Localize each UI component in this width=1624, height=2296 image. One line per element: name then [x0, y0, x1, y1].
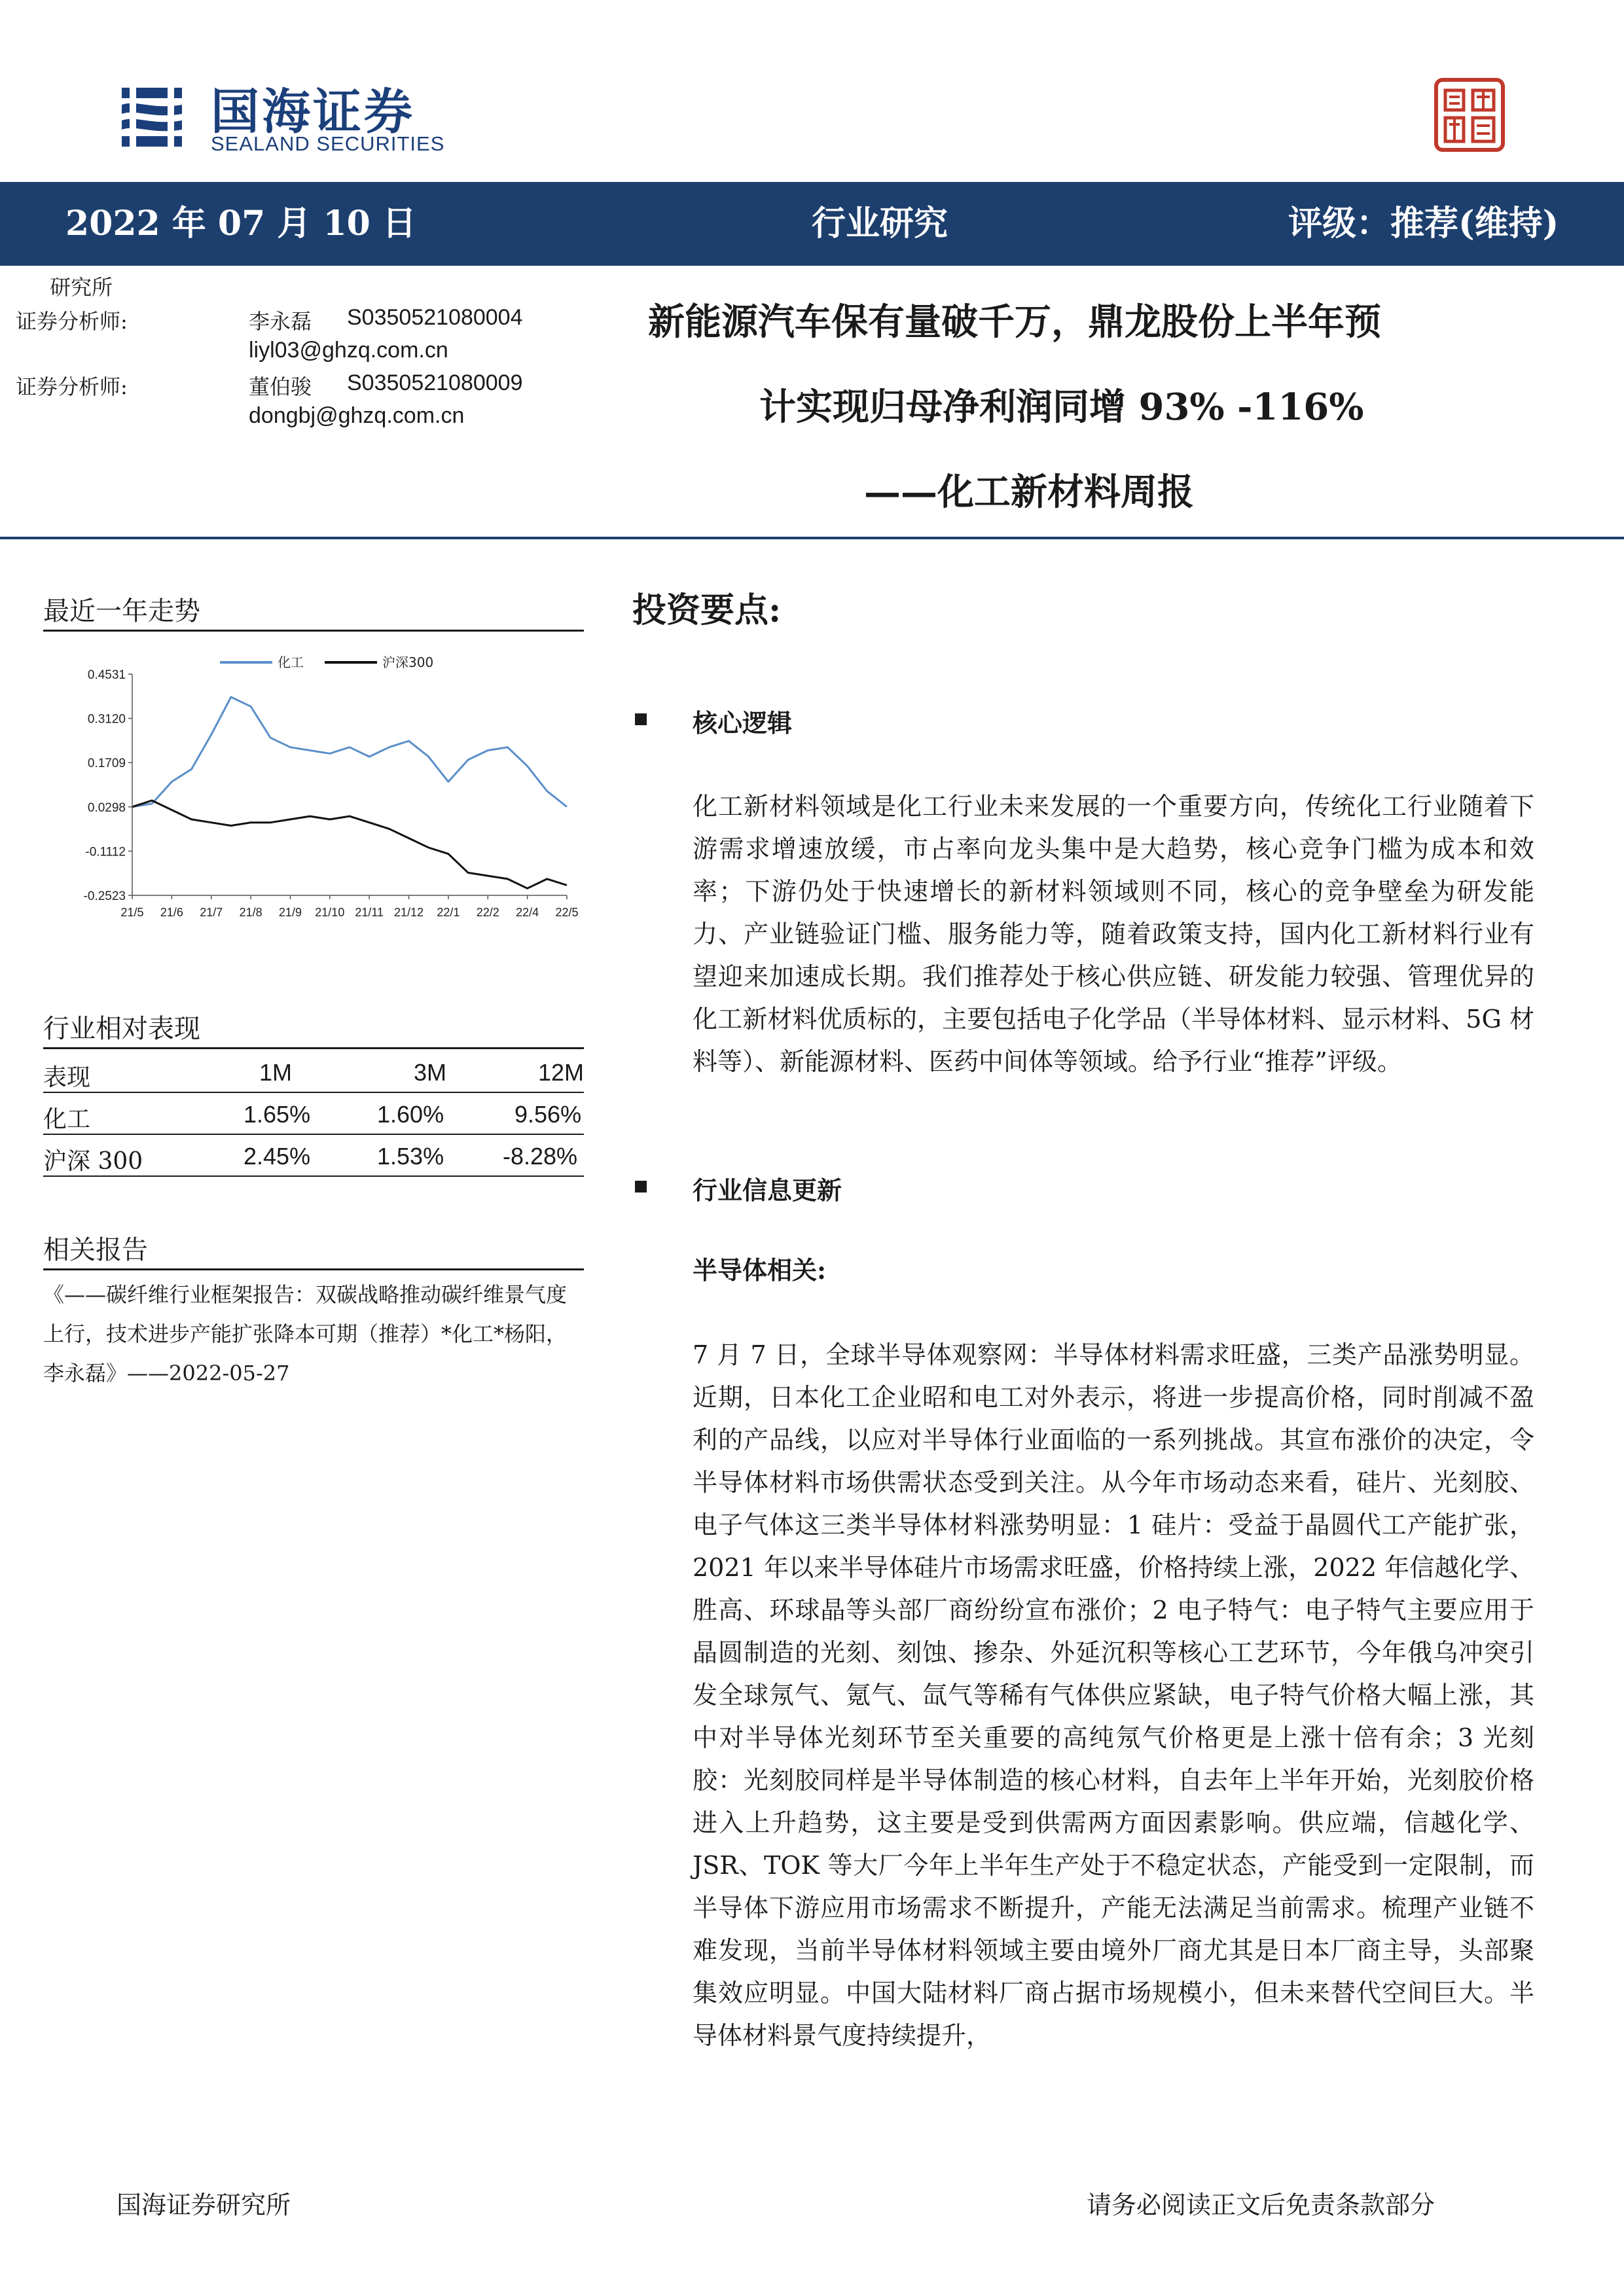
y-tick-label: -0.2523	[83, 889, 126, 903]
table-header-cell: 12M	[538, 1059, 585, 1086]
table-header-cell: 1M	[259, 1059, 293, 1086]
y-tick-label: 0.4531	[87, 668, 126, 682]
section-rule	[43, 1047, 584, 1049]
section-rule	[43, 1268, 584, 1270]
x-tick-label: 22/1	[437, 906, 460, 919]
report-subtitle: ——化工新材料周报	[864, 471, 1194, 514]
table-cell: 9.56%	[514, 1101, 582, 1128]
bullet-square-icon	[635, 713, 647, 725]
table-cell: 1.53%	[377, 1143, 444, 1170]
semiconductor-label: 半导体相关:	[693, 1255, 827, 1285]
table-rule	[43, 1175, 584, 1177]
series-line-chemical	[132, 697, 567, 807]
analyst-name: 李永磊	[249, 309, 312, 334]
logo-chinese-name: 国海证券	[211, 84, 415, 140]
x-tick-label: 22/2	[476, 906, 499, 919]
investment-highlights-heading: 投资要点:	[632, 590, 782, 630]
x-tick-label: 21/11	[355, 906, 384, 919]
x-tick-label: 21/8	[239, 906, 262, 919]
table-cell: 1.60%	[377, 1101, 444, 1128]
industry-update-label: 行业信息更新	[693, 1175, 842, 1205]
y-tick-label: 0.3120	[87, 712, 126, 726]
trend-line-chart	[43, 648, 593, 929]
x-tick-label: 21/10	[315, 906, 345, 919]
table-rule	[43, 1134, 584, 1135]
report-date: 2022 年 07 月 10 日	[65, 204, 416, 243]
company-logo-icon	[117, 79, 189, 151]
related-report-link[interactable]: 《——碳纤维行业框架报告：双碳战略推动碳纤维景气度上行，技术进步产能扩张降本可期（推荐）*化工*杨阳，李永磊》——2022-05-27	[43, 1282, 568, 1386]
x-tick-label: 22/5	[555, 906, 579, 919]
analyst-role: 证券分析师:	[16, 374, 128, 399]
y-tick-label: 0.1709	[87, 757, 126, 771]
table-cell: 2.45%	[244, 1143, 311, 1170]
core-logic-label: 核心逻辑	[693, 708, 793, 738]
section-rule	[43, 630, 584, 632]
x-tick-label: 21/9	[278, 906, 302, 919]
logo-english-name: SEALAND SECURITIES	[211, 132, 445, 155]
table-header-cell: 3M	[414, 1059, 447, 1086]
x-tick-label: 21/6	[160, 906, 183, 919]
report-title-line-2: 计实现归母净利润同增 93% -116%	[759, 386, 1364, 429]
table-cell: -8.28%	[503, 1143, 578, 1170]
legend-label: 沪深300	[382, 655, 434, 670]
trend-heading: 最近一年走势	[43, 596, 200, 626]
report-type: 行业研究	[812, 204, 948, 243]
analyst-email[interactable]: dongbj@ghzq.com.cn	[249, 403, 465, 428]
table-cell: 化工	[43, 1106, 91, 1133]
analyst-name: 董伯骏	[249, 374, 312, 399]
table-header-cell: 表现	[43, 1064, 91, 1091]
x-tick-label: 21/5	[120, 906, 144, 919]
footer-institute: 国海证券研究所	[117, 2191, 291, 2219]
y-tick-label: 0.0298	[87, 800, 126, 815]
footer-disclaimer: 请务必阅读正文后免责条款部分	[1087, 2191, 1435, 2219]
table-rule	[43, 1092, 584, 1093]
semiconductor-text: 7 月 7 日，全球半导体观察网：半导体材料需求旺盛，三类产品涨势明显。近期，日本化工企业昭和电工对外表示，将进一步提高价格，同时削减不盈利的产品线，以应对半导体行业面临的一系列挑战。其宣布涨价的决定，令半导体材料市场供需状态受到关注。从今年市场动态来看，硅片、光刻胶、电子气体这三类半导体材料涨势明显：1 硅片：受益于晶圆代工产能扩张，2021 年以来半导体硅片市场需求旺盛，价格持续上涨，2022 年信越化学、胜高、环球晶等头部厂商纷纷宣布涨价；2 电子特气：电子特气主要应用于晶圆制造的光刻、刻蚀、掺杂、外延沉积等核心工艺环节，今年俄乌冲突引发全球氖气、氪气、氙气等稀有气体供应紧缺，电子特气价格大幅上涨，其中对半导体光刻环节至关重要的高纯氖气价格更是上涨十倍有余；3 光刻胶：光刻胶同样是半导体制造的核心材料，自去年上半年开始，光刻胶价格进入上升趋势，这主要是受到供需两方面因素影响。供应端，信越化学、JSR、TOK 等大厂今年上半年生产处于不稳定状态，产能受到一定限制，而半导体下游应用市场需求不断提升，产能无法满足当前需求。梳理产业链不难发现，当前半导体材料领域主要由境外厂商尤其是日本厂商主导，头部聚集效应明显。中国大陆材料厂商占据市场规模小，但未来替代空间巨大。半导体材料景气度持续提升，	[693, 1340, 1534, 2050]
analyst-role: 证券分析师:	[16, 309, 128, 334]
department-label: 研究所	[50, 275, 113, 300]
analyst-cert-number: S0350521080004	[347, 305, 523, 330]
analyst-email[interactable]: liyl03@ghzq.com.cn	[249, 338, 448, 363]
related-heading: 相关报告	[43, 1235, 148, 1265]
bullet-square-icon	[635, 1181, 647, 1193]
core-logic-text: 化工新材料领域是化工行业未来发展的一个重要方向，传统化工行业随着下游需求增速放缓，市占率向龙头集中是大趋势，核心竞争门槛为成本和效率；下游仍处于快速增长的新材料领域则不同，核心的竞争壁垒为研发能力、产业链验证门槛、服务能力等，随着政策支持，国内化工新材料行业有望迎来加速成长期。我们推荐处于核心供应链、研发能力较强、管理优异的化工新材料优质标的，主要包括电子化学品（半导体材料、显示材料、5G 材料等）、新能源材料、医药中间体等领域。给予行业“推荐”评级。	[693, 792, 1534, 1076]
x-tick-label: 22/4	[516, 906, 539, 919]
analyst-cert-number: S0350521080009	[347, 370, 523, 395]
series-line-csi300	[132, 800, 567, 888]
research-seal-icon	[1434, 77, 1506, 152]
x-tick-label: 21/12	[394, 906, 424, 919]
table-cell: 1.65%	[244, 1101, 311, 1128]
header-divider	[0, 537, 1624, 539]
table-cell: 沪深 300	[43, 1148, 143, 1175]
industry-rating: 评级：推荐(维持)	[1288, 204, 1559, 243]
x-tick-label: 21/7	[200, 906, 223, 919]
report-title-line-1: 新能源汽车保有量破千万，鼎龙股份上半年预	[648, 300, 1381, 344]
performance-heading: 行业相对表现	[43, 1014, 200, 1044]
legend-label: 化工	[278, 655, 304, 670]
y-tick-label: -0.1112	[85, 845, 126, 859]
